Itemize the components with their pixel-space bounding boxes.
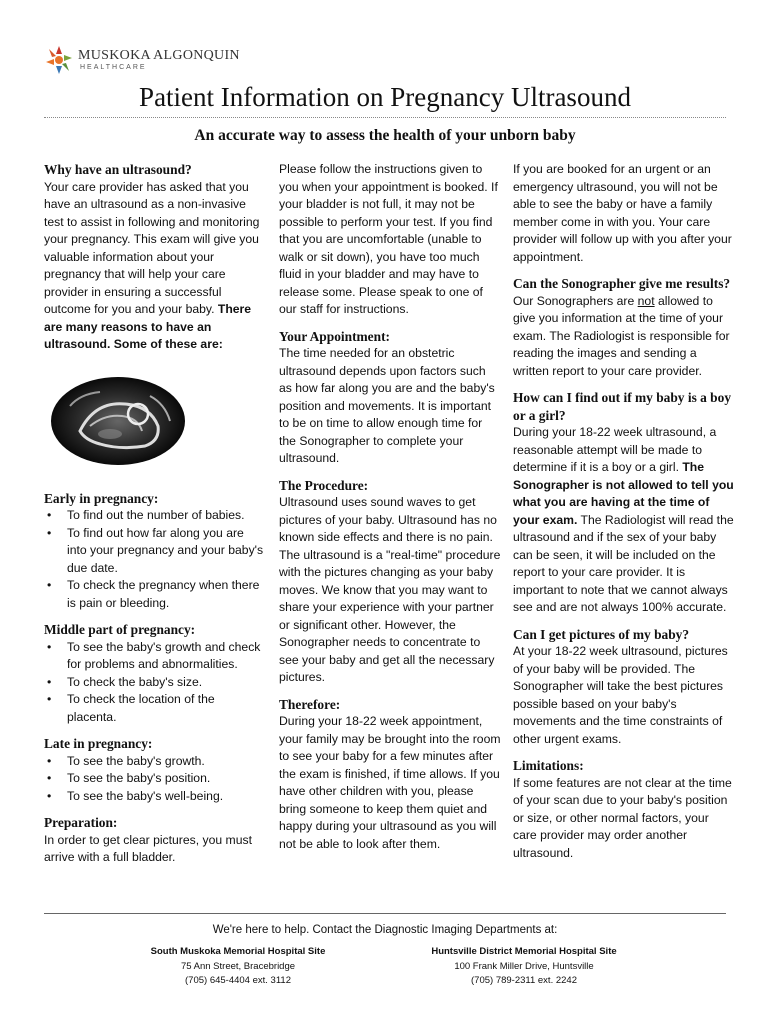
page-title: Patient Information on Pregnancy Ultrasound — [139, 82, 631, 112]
procedure-heading: The Procedure: — [279, 477, 369, 493]
logo-subtitle: HEALTHCARE — [80, 64, 147, 71]
procedure-text: Ultrasound uses sound waves to get pictures of your baby. Ultrasound has no known side effects and there is no pain. The ultrasound is a "real-time" procedure with the pictures changing as your baby moves. We know that you may want to share your experience with your partner or significant other. However, the Sonographer needs to concentrate to see your baby and get all the necessary pictures. — [279, 495, 501, 684]
appointment-text: The time needed for an obstetric ultrasound depends upon factors such as how far along you are and the baby's position and movements. It is important to be on time to allow enough time for the Sonographer to complete your ultrasound. — [279, 346, 495, 465]
limitations-heading: Limitations: — [513, 758, 584, 773]
sex-heading: How can I find out if my baby is a boy or a girl? — [513, 390, 732, 423]
list-item: • To see the baby's growth and check for problems and abnormalities. — [44, 639, 264, 674]
list-item: • To see the baby's position. — [44, 770, 264, 788]
pictures-heading: Can I get pictures of my baby? — [513, 626, 690, 642]
ultrasound-image — [50, 376, 186, 466]
site-huntsville — [394, 945, 654, 989]
column-2 — [279, 161, 501, 853]
urgent-text: If you are booked for an urgent or an emergency ultrasound, you will not be able to see the baby or have a family member come in with you. Your care provider will follow up with you after your appointment. — [513, 162, 732, 264]
site-address: 100 Frank Miller Drive, Huntsville — [454, 960, 594, 972]
site-address: 75 Ann Street, Bracebridge — [180, 960, 296, 972]
early-list — [44, 507, 264, 612]
logo-mark-icon — [44, 44, 74, 78]
site-name: South Muskoka Memorial Hospital Site — [150, 946, 326, 957]
results-text — [513, 293, 735, 381]
sex-text-bold: The Sonographer is not allowed to tell you what you are having at the time of your exam. — [513, 460, 734, 527]
early-heading: Early in pregnancy: — [44, 490, 159, 506]
list-item: • To see the baby's well-being. — [44, 788, 264, 806]
therefore-text: During your 18-22 week appointment, your family may be brought into the room to see your baby for a few minutes after the exam is finished, if time allows. If you have other children with you, please bring someone to keep them quiet and happy during your ultrasound as you will not be able to look after them. — [279, 714, 501, 851]
late-list — [44, 753, 264, 806]
list-item: • To find out the number of babies. — [44, 507, 264, 525]
results-text-pre: Our Sonographers are — [513, 293, 638, 308]
why-text-bold: There are many reasons to have an ultrasound. Some of these are: — [44, 302, 252, 351]
column-1 — [44, 161, 264, 867]
therefore-heading: Therefore: — [279, 696, 341, 712]
page-subtitle: An accurate way to assess the health of your unborn baby — [194, 127, 576, 144]
why-heading: Why have an ultrasound? — [44, 162, 192, 177]
limitations-text: If some features are not clear at the time of your scan due to your baby's position or size, or other normal factors, your care provider may order another ultrasound. — [513, 775, 732, 860]
preparation-heading: Preparation: — [44, 815, 118, 830]
site-phone: (705) 789-2311 ext. 2242 — [471, 975, 577, 986]
list-item: • To find out how far along you are into your pregnancy and your baby's due date. — [44, 525, 264, 578]
list-item: • To check the baby's size. — [44, 674, 264, 692]
logo-name: MUSKOKA ALGONQUIN — [78, 48, 240, 63]
sex-text-post: The Radiologist will read the ultrasound and if the sex of your baby can be seen, it will be included on the report to your care provider. It is important to note that we cannot always see and are not always 100% accurate. — [513, 512, 734, 614]
title-divider — [44, 117, 726, 118]
site-name: Huntsville District Memorial Hospital Site — [431, 946, 617, 957]
list-item: • To check the pregnancy when there is pain or bleeding. — [44, 577, 264, 612]
preparation-text: In order to get clear pictures, you must arrive with a full bladder. — [44, 832, 252, 864]
middle-heading: Middle part of pregnancy: — [44, 622, 196, 637]
results-heading: Can the Sonographer give me results? — [513, 276, 731, 291]
sex-text-pre: During your 18-22 week ultrasound, a reasonable attempt will be made to determine if it is a boy or a girl. — [513, 425, 717, 474]
list-item: • To see the baby's growth. — [44, 753, 264, 771]
sex-text — [513, 424, 735, 617]
site-phone: (705) 645-4404 ext. 3112 — [185, 975, 291, 986]
column-3 — [513, 161, 735, 862]
late-heading: Late in pregnancy: — [44, 736, 153, 751]
footer-divider — [44, 913, 726, 914]
organization-logo — [44, 44, 240, 80]
pictures-text: At your 18-22 week ultrasound, pictures of your baby will be provided. The Sonographer will take the best pictures possible based on your baby's movements and the time constraints of other urgent exams. — [513, 644, 728, 746]
site-south-muskoka — [108, 945, 368, 989]
why-text — [44, 179, 264, 354]
why-text-body: Your care provider has asked that you have an ultrasound as a non-invasive test to assist in following and monitoring your pregnancy. This exam will give you valuable information about your pregnancy that will help your care provider in ensuring a successful outcome for you and your baby. — [44, 179, 260, 316]
results-text-post: allowed to give you information at the time of your exam. The Radiologist is responsible for reading the images and sending a written report to your care provider. — [513, 293, 730, 378]
footer-contact: We're here to help. Contact the Diagnostic Imaging Departments at: — [212, 924, 558, 936]
middle-list — [44, 639, 264, 727]
instructions-text: Please follow the instructions given to you when your appointment is booked. If your bladder is not full, it may not be possible to perform your test. If you find that you are uncomfortable (unable to walk or sit down), you have too much fluid in your bladder and may have to release some. Please speak to one of our staff for instructions. — [279, 162, 498, 316]
list-item: • To check the location of the placenta. — [44, 691, 264, 726]
appointment-heading: Your Appointment: — [279, 328, 390, 344]
results-text-not: not — [637, 293, 655, 308]
